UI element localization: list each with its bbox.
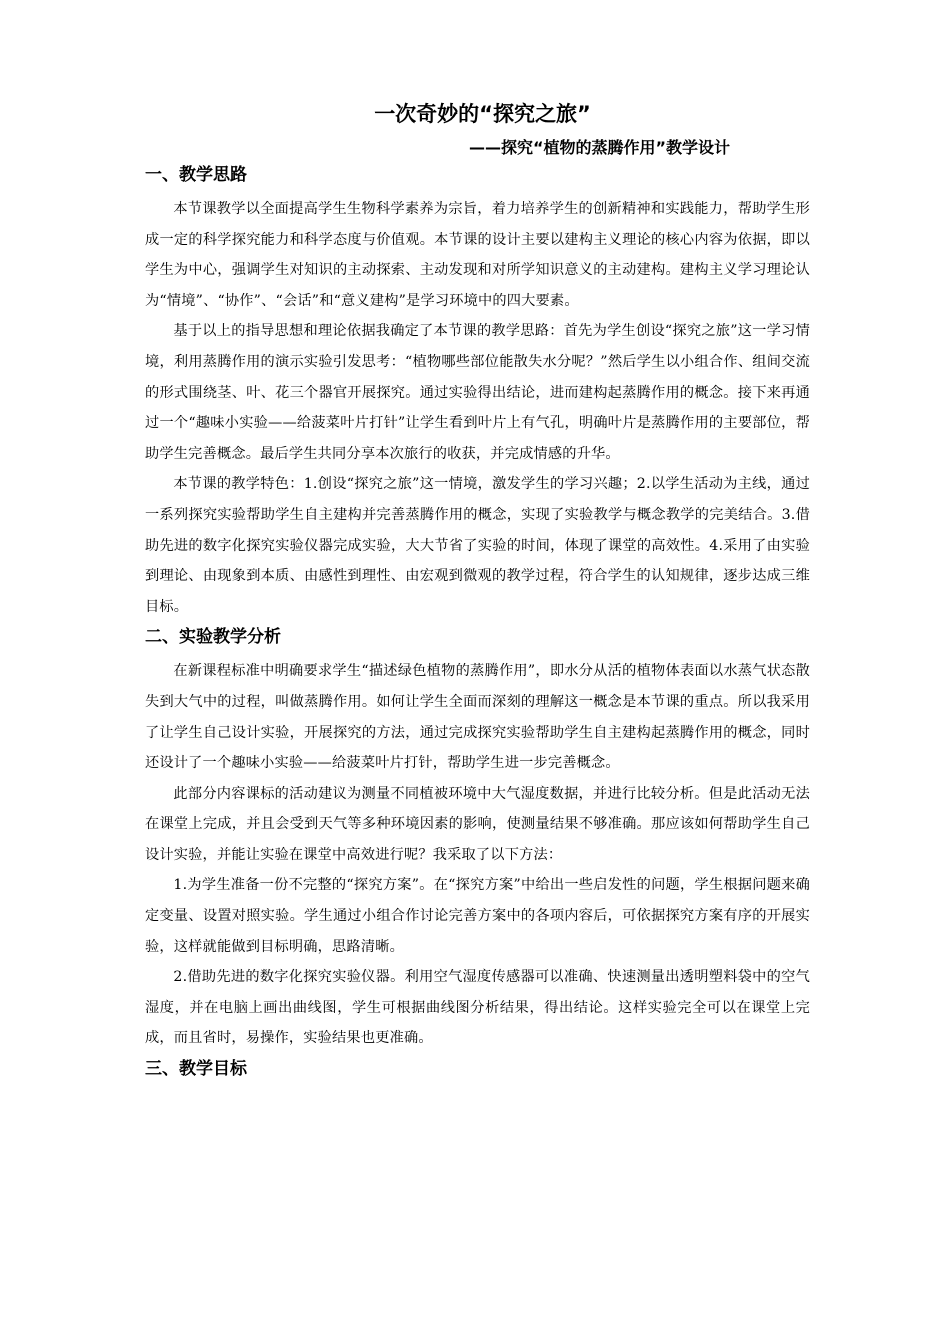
paragraph: 2.借助先进的数字化探究实验仪器。利用空气湿度传感器可以准确、快速测量出透明塑料袋中的空气湿度，并在电脑上画出曲线图，学生可根据曲线图分析结果，得出结论。这样实验完全可以在课堂上完成，而且省时，易操作，实验结果也更准确。 (145, 969, 810, 1047)
section-heading: 二、实验教学分析 (145, 627, 281, 648)
paragraph: 1.为学生准备一份不完整的“探究方案”。在“探究方案”中给出一些启发性的问题，学生根据问题来确定变量、设置对照实验。学生通过小组合作讨论完善方案中的各项内容后，可依据探究方案有序的开展实验，这样就能做到目标明确，思路清晰。 (145, 877, 810, 955)
paragraph: 本节课教学以全面提高学生生物科学素养为宗旨，着力培养学生的创新精神和实践能力，帮助学生形成一定的科学探究能力和科学态度与价值观。本节课的设计主要以建构主义理论的核心内容为依据，即以学生为中心，强调学生对知识的主动探索、主动发现和对所学知识意义的主动建构。建构主义学习理论认为“情境”、“协作”、“会话”和“意义建构”是学习环境中的四大要素。 (145, 201, 810, 309)
section-teaching-approach (145, 162, 810, 622)
section-heading: 三、教学目标 (145, 1059, 247, 1080)
section-teaching-goals (145, 1056, 810, 1082)
document-page (145, 100, 810, 1082)
document-title: 一次奇妙的“探究之旅” (374, 102, 591, 126)
paragraph: 在新课程标准中明确要求学生“描述绿色植物的蒸腾作用”，即水分从活的植物体表面以水蒸气状态散失到大气中的过程，叫做蒸腾作用。如何让学生全面而深刻的理解这一概念是本节课的重点。所以我采用了让学生自己设计实验，开展探究的方法，通过完成探究实验帮助学生自主建构起蒸腾作用的概念，同时还设计了一个趣味小实验——给菠菜叶片打针，帮助学生进一步完善概念。 (145, 663, 810, 772)
section-experiment-analysis (145, 624, 810, 1054)
section-heading: 一、教学思路 (145, 165, 247, 185)
paragraph: 基于以上的指导思想和理论依据我确定了本节课的教学思路：首先为学生创设“探究之旅”这一学习情境，利用蒸腾作用的演示实验引发思考：“植物哪些部位能散失水分呢？”然后学生以小组合作、组间交流的形式围绕茎、叶、花三个器官开展探究。通过实验得出结论，进而建构起蒸腾作用的概念。接下来再通过一个“趣味小实验——给菠菜叶片打针”让学生看到叶片上有气孔，明确叶片是蒸腾作用的主要部位，帮助学生完善概念。最后学生共同分享本次旅行的收获，并完成情感的升华。 (145, 323, 810, 462)
paragraph: 此部分内容课标的活动建议为测量不同植被环境中大气湿度数据，并进行比较分析。但是此活动无法在课堂上完成，并且会受到天气等多种环境因素的影响，使测量结果不够准确。那应该如何帮助学生自己设计实验，并能让实验在课堂中高效进行呢？我采取了以下方法： (145, 785, 810, 863)
document-subtitle: ——探究“植物的蒸腾作用”教学设计 (468, 138, 730, 157)
paragraph: 本节课的教学特色：1.创设“探究之旅”这一情境，激发学生的学习兴趣；2.以学生活动为主线，通过一系列探究实验帮助学生自主建构并完善蒸腾作用的概念，实现了实验教学与概念教学的完美结合。3.借助先进的数字化探究实验仪器完成实验，大大节省了实验的时间，体现了课堂的高效性。4.采用了由实验到理论、由现象到本质、由感性到理性、由宏观到微观的教学过程，符合学生的认知规律，逐步达成三维目标。 (145, 476, 810, 615)
